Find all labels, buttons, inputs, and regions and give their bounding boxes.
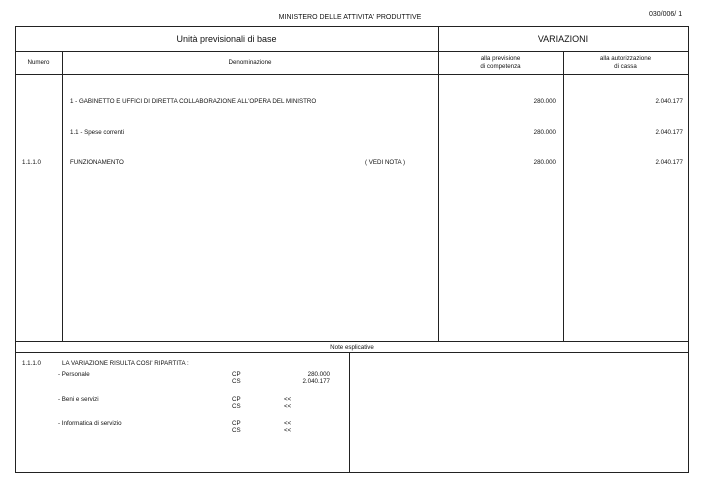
notes-cp-label: CP bbox=[232, 371, 241, 378]
row-numero: 1.1.1.0 bbox=[22, 159, 41, 166]
row-cassa: 2.040.177 bbox=[655, 129, 683, 136]
notes-cs-label: CS bbox=[232, 427, 241, 434]
header-rule-2 bbox=[15, 74, 689, 75]
col-rule-numero bbox=[62, 51, 63, 341]
notes-cp-label: CP bbox=[232, 420, 241, 427]
cassa-header: alla autorizzazione di cassa bbox=[599, 55, 652, 70]
numero-header: Numero bbox=[27, 59, 50, 66]
notes-cs-value: 2.040.177 bbox=[302, 378, 330, 385]
notes-cp-value: << bbox=[284, 420, 292, 427]
table-top-border bbox=[15, 26, 689, 27]
header-rule-1 bbox=[15, 51, 689, 52]
notes-item-label: - Informatica di servizio bbox=[58, 420, 122, 427]
row-cassa: 2.040.177 bbox=[655, 159, 683, 166]
competenza-header: alla previsione di competenza bbox=[480, 55, 521, 70]
table-bottom-border bbox=[15, 472, 689, 473]
notes-title-rule bbox=[15, 352, 689, 353]
notes-heading: LA VARIAZIONE RISULTA COSI' RIPARTITA : bbox=[62, 360, 189, 367]
notes-cs-label: CS bbox=[232, 378, 241, 385]
notes-item-label: - Personale bbox=[58, 371, 90, 378]
table-right-border bbox=[688, 26, 689, 473]
page-code: 030/006/ 1 bbox=[649, 11, 683, 18]
col-rule-cassa bbox=[563, 51, 564, 341]
notes-cp-value: 280.000 bbox=[307, 371, 330, 378]
notes-cs-value: << bbox=[284, 403, 292, 410]
row-label: 1.1 - Spese correnti bbox=[70, 129, 124, 136]
unita-header: Unità previsionali di base bbox=[176, 34, 277, 44]
notes-title: Note esplicative bbox=[330, 344, 374, 351]
notes-cp-value: << bbox=[284, 396, 292, 403]
row-cassa: 2.040.177 bbox=[655, 98, 683, 105]
row-competenza: 280.000 bbox=[533, 159, 556, 166]
notes-numero: 1.1.1.0 bbox=[22, 360, 41, 367]
notes-item-label: - Beni e servizi bbox=[58, 396, 99, 403]
notes-divider bbox=[349, 352, 350, 472]
denominazione-header: Denominazione bbox=[228, 59, 272, 66]
row-competenza: 280.000 bbox=[533, 98, 556, 105]
row-competenza: 280.000 bbox=[533, 129, 556, 136]
body-end-rule bbox=[15, 341, 689, 342]
notes-cs-label: CS bbox=[232, 403, 241, 410]
notes-cs-value: << bbox=[284, 427, 292, 434]
notes-cp-label: CP bbox=[232, 396, 241, 403]
row-label: 1 - GABINETTO E UFFICI DI DIRETTA COLLABORAZIONE ALL'OPERA DEL MINISTRO bbox=[70, 98, 317, 105]
ministry-title: MINISTERO DELLE ATTIVITA' PRODUTTIVE bbox=[278, 14, 422, 21]
row-label: FUNZIONAMENTO bbox=[70, 159, 124, 166]
row-note: ( VEDI NOTA ) bbox=[365, 159, 406, 166]
table-left-border bbox=[15, 26, 16, 473]
col-rule-variazioni bbox=[438, 26, 439, 341]
variazioni-header: VARIAZIONI bbox=[537, 34, 589, 44]
